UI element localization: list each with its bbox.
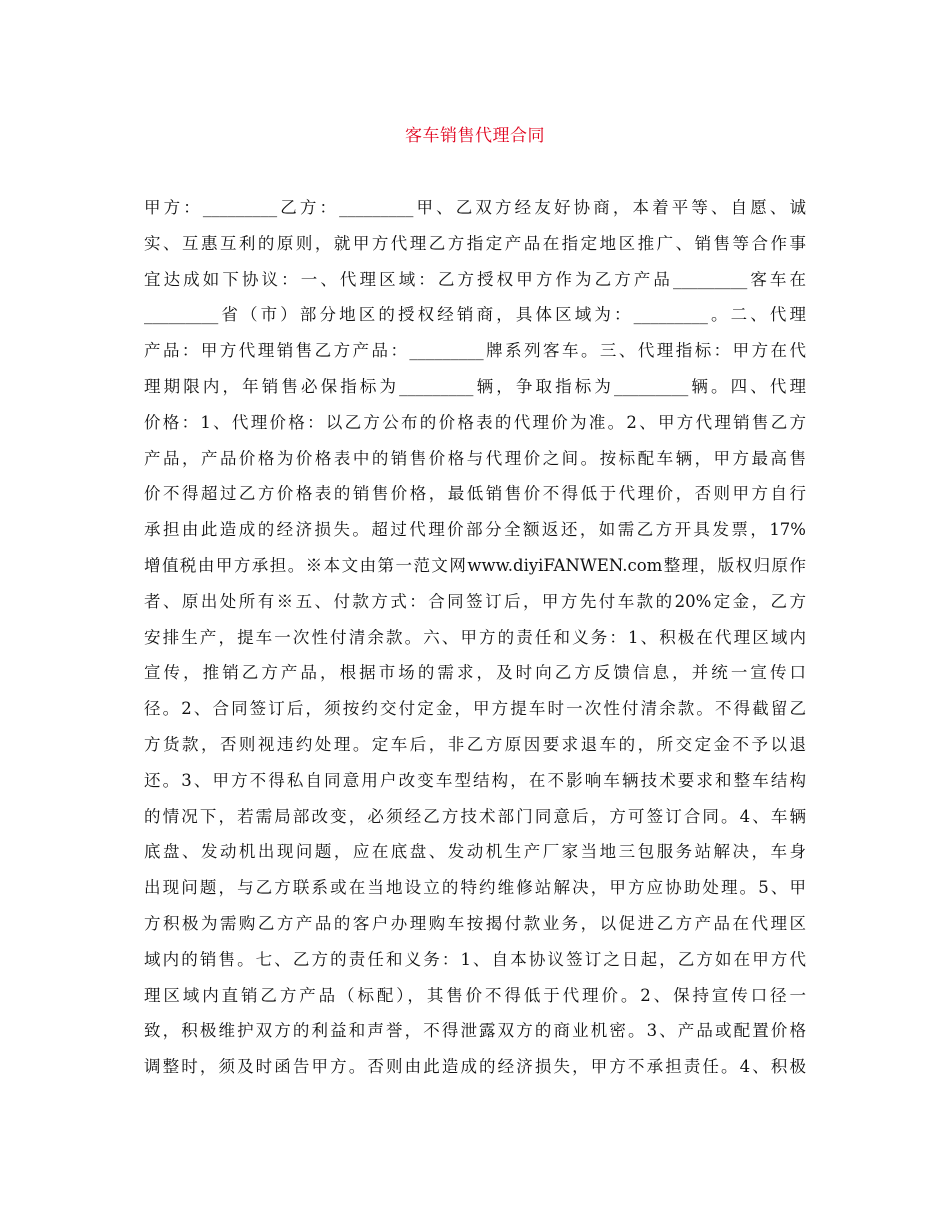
body-line: 者、原出处所有※五、付款方式：合同签订后，甲方先付车款的20%定金，乙方 <box>144 591 806 611</box>
body-line: 价不得超过乙方价格表的销售价格，最低销售价不得低于代理价，否则甲方自行 <box>144 484 806 504</box>
body-line: 的情况下，若需局部改变，必须经乙方技术部门同意后，方可签订合同。4、车辆 <box>144 806 806 826</box>
body-line: 宜达成如下协议：一、代理区域：乙方授权甲方作为乙方产品_________客车在 <box>144 269 806 289</box>
body-line: 甲方：_________乙方：_________甲、乙双方经友好协商，本着平等、自愿、诚 <box>144 198 806 217</box>
body-line: 调整时，须及时函告甲方。否则由此造成的经济损失，甲方不承担责任。4、积极 <box>144 1057 806 1077</box>
body-line: 方货款，否则视违约处理。定车后，非乙方原因要求退车的，所交定金不予以退 <box>144 734 806 754</box>
document-title: 客车销售代理合同 <box>405 126 545 146</box>
body-line: 产品：甲方代理销售乙方产品：_________牌系列客车。三、代理指标：甲方在代 <box>144 341 806 361</box>
body-line: 底盘、发动机出现问题，应在底盘、发动机生产厂家当地三包服务站解决，车身 <box>144 842 806 862</box>
body-line: 致，积极维护双方的利益和声誉，不得泄露双方的商业机密。3、产品或配置价格 <box>144 1021 806 1041</box>
body-line: 增值税由甲方承担。※本文由第一范文网www.diyiFANWEN.com整理，版权归原作 <box>144 555 806 575</box>
body-line: 理期限内，年销售必保指标为_________辆，争取指标为_________辆。四、代理 <box>144 376 806 396</box>
body-line: 价格：1、代理价格：以乙方公布的价格表的代理价为准。2、甲方代理销售乙方 <box>144 412 806 432</box>
body-line: 径。2、合同签订后，须按约交付定金，甲方提车时一次性付清余款。不得截留乙 <box>144 699 806 719</box>
body-line: 理区域内直销乙方产品（标配），其售价不得低于代理价。2、保持宣传口径一 <box>144 985 806 1005</box>
body-line: 方积极为需购乙方产品的客户办理购车按揭付款业务，以促进乙方产品在代理区 <box>144 913 806 933</box>
body-line: 出现问题，与乙方联系或在当地设立的特约维修站解决，甲方应协助处理。5、甲 <box>144 878 806 898</box>
body-line: _________省（市）部分地区的授权经销商，具体区域为：_________。二、代理 <box>144 305 806 325</box>
body-line: 产品，产品价格为价格表中的销售价格与代理价之间。按标配车辆，甲方最高售 <box>144 448 806 468</box>
body-line: 安排生产，提车一次性付清余款。六、甲方的责任和义务：1、积极在代理区域内 <box>144 627 806 647</box>
body-line: 实、互惠互利的原则，就甲方代理乙方指定产品在指定地区推广、销售等合作事 <box>144 233 806 253</box>
body-line: 承担由此造成的经济损失。超过代理价部分全额返还，如需乙方开具发票，17% <box>144 520 806 540</box>
body-line: 还。3、甲方不得私自同意用户改变车型结构，在不影响车辆技术要求和整车结构 <box>144 770 806 790</box>
document-body <box>144 190 806 1085</box>
body-line: 宣传，推销乙方产品，根据市场的需求，及时向乙方反馈信息，并统一宣传口 <box>144 663 806 683</box>
body-line: 域内的销售。七、乙方的责任和义务：1、自本协议签订之日起，乙方如在甲方代 <box>144 949 806 969</box>
